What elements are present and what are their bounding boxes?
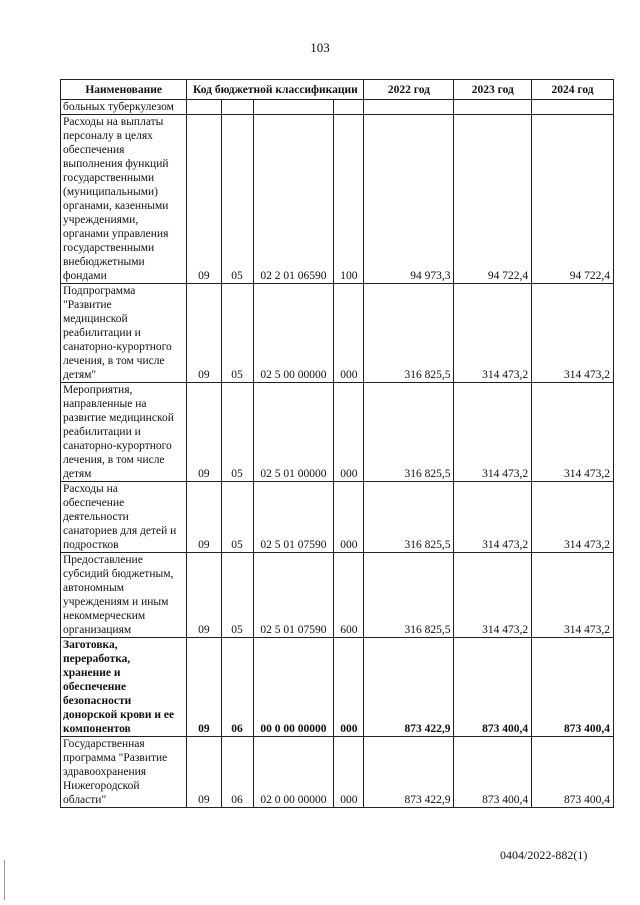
section-code-cell: 09 [187,115,221,284]
document-code: 0404/2022-882(1) [500,848,588,862]
amount-2024-cell: 94 722,4 [532,115,614,284]
amount-2022-cell: 94 973,3 [364,115,454,284]
row-name-cell: Подпрограмма "Развитие медицинской реабилитации и санаторно-курортного лечения, в том числе детям" [61,284,187,383]
subsection-code-cell: 05 [221,115,253,284]
amount-2024-cell: 314 473,2 [532,553,614,638]
expense-type-cell: 600 [334,553,364,638]
section-code-cell: 09 [187,383,221,482]
table-row [61,100,614,115]
subsection-code-cell: 05 [221,482,253,553]
table-row [61,284,614,383]
expense-type-cell [334,100,364,115]
amount-2024-cell: 873 400,4 [532,638,614,737]
amount-2023-cell: 94 722,4 [454,115,532,284]
amount-2022-cell [364,100,454,115]
expense-type-cell: 100 [334,115,364,284]
amount-2023-cell [454,100,532,115]
amount-2023-cell: 873 400,4 [454,638,532,737]
amount-2024-cell: 873 400,4 [532,737,614,808]
budget-table [60,79,614,808]
subsection-code-cell: 05 [221,383,253,482]
row-name-cell: Предоставление субсидий бюджетным, автономным учреждениям и иным некоммерческим организациям [61,553,187,638]
expense-type-cell: 000 [334,482,364,553]
table-row [61,115,614,284]
amount-2022-cell: 316 825,5 [364,284,454,383]
section-code-cell: 09 [187,737,221,808]
subsection-code-cell [221,100,253,115]
subsection-code-cell: 06 [221,737,253,808]
target-article-cell: 02 5 01 00000 [253,383,334,482]
row-name-cell: Расходы на выплаты персоналу в целях обеспечения выполнения функций государственными (муниципальными) органами, казенными учреждениями, органами управления государственными внебюджетными фондами [61,115,187,284]
amount-2024-cell: 314 473,2 [532,482,614,553]
target-article-cell: 02 5 01 07590 [253,553,334,638]
amount-2023-cell: 314 473,2 [454,553,532,638]
row-name-cell: Мероприятия, направленные на развитие медицинской реабилитации и санаторно-курортного лечения, в том числе детям [61,383,187,482]
row-name-cell: Заготовка, переработка, хранение и обеспечение безопасности донорской крови и ее компонентов [61,638,187,737]
amount-2023-cell: 314 473,2 [454,383,532,482]
amount-2024-cell [532,100,614,115]
header-name: Наименование [61,80,187,100]
target-article-cell: 00 0 00 00000 [253,638,334,737]
table-row [61,638,614,737]
subsection-code-cell: 05 [221,553,253,638]
amount-2023-cell: 314 473,2 [454,482,532,553]
table-row [61,383,614,482]
table-row [61,737,614,808]
target-article-cell: 02 5 00 00000 [253,284,334,383]
expense-type-cell: 000 [334,284,364,383]
amount-2022-cell: 316 825,5 [364,383,454,482]
target-article-cell [253,100,334,115]
expense-type-cell: 000 [334,737,364,808]
section-code-cell: 09 [187,482,221,553]
amount-2023-cell: 314 473,2 [454,284,532,383]
expense-type-cell: 000 [334,383,364,482]
row-name-cell: больных туберкулезом [61,100,187,115]
section-code-cell: 09 [187,553,221,638]
amount-2023-cell: 873 400,4 [454,737,532,808]
amount-2022-cell: 316 825,5 [364,482,454,553]
table-header-row [61,80,614,100]
target-article-cell: 02 0 00 00000 [253,737,334,808]
table-row [61,553,614,638]
row-name-cell: Государственная программа "Развитие здравоохранения Нижегородской области" [61,737,187,808]
table-row [61,482,614,553]
section-code-cell [187,100,221,115]
amount-2022-cell: 873 422,9 [364,737,454,808]
header-2022: 2022 год [364,80,454,100]
subsection-code-cell: 05 [221,284,253,383]
amount-2022-cell: 873 422,9 [364,638,454,737]
target-article-cell: 02 2 01 06590 [253,115,334,284]
page-number: 103 [310,40,330,55]
expense-type-cell: 000 [334,638,364,737]
target-article-cell: 02 5 01 07590 [253,482,334,553]
header-2024: 2024 год [532,80,614,100]
section-code-cell: 09 [187,638,221,737]
row-name-cell: Расходы на обеспечение деятельности санаториев для детей и подростков [61,482,187,553]
subsection-code-cell: 06 [221,638,253,737]
amount-2024-cell: 314 473,2 [532,284,614,383]
amount-2024-cell: 314 473,2 [532,383,614,482]
amount-2022-cell: 316 825,5 [364,553,454,638]
section-code-cell: 09 [187,284,221,383]
header-budget-code: Код бюджетной классификации [187,80,364,100]
scan-edge-mark [4,860,5,900]
header-2023: 2023 год [454,80,532,100]
